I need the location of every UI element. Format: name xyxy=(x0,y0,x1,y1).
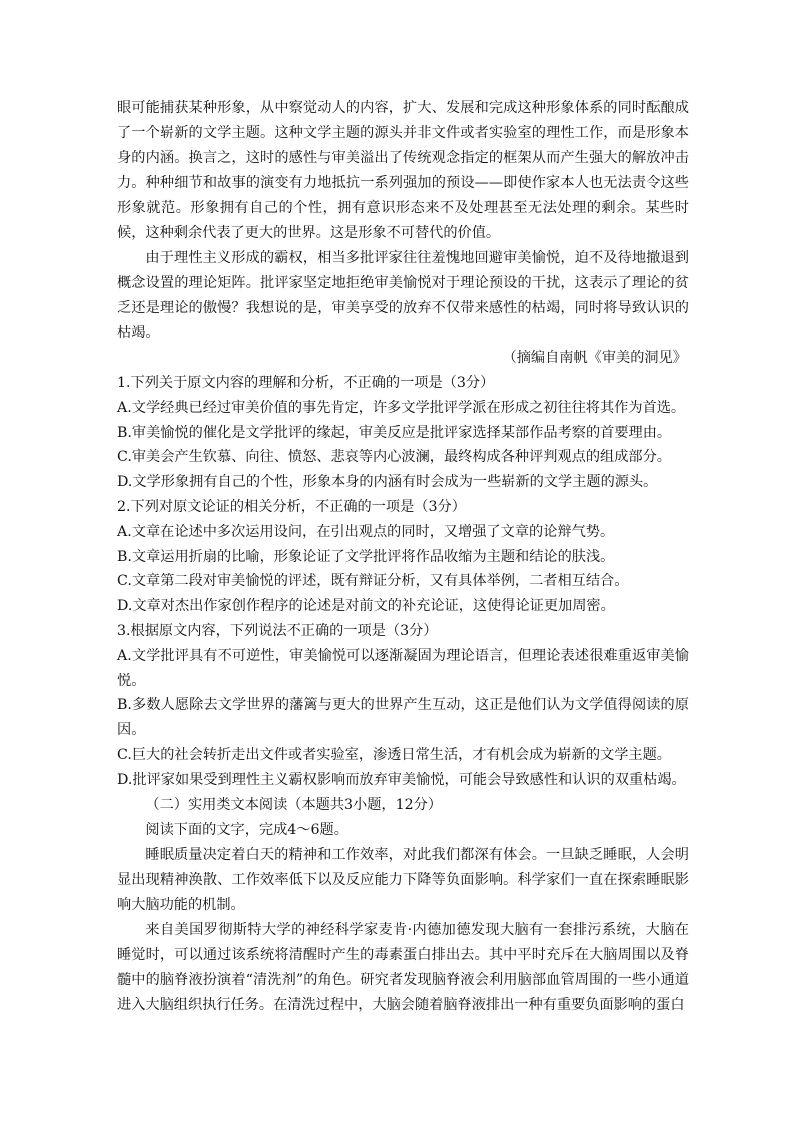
question-option: A.文学批评具有不可逆性，审美愉悦可以逐渐凝固为理论语言，但理论表述很难重返审美愉悦。 xyxy=(117,647,689,689)
document-page xyxy=(117,96,689,1018)
question-option: C.审美会产生钦慕、向往、愤怒、悲哀等内心波澜，最终构成各种评判观点的组成部分。 xyxy=(117,449,671,466)
section-instruction: 阅读下面的文字，完成4～6题。 xyxy=(145,821,348,838)
passage-paragraph: 由于理性主义形成的霸权，相当多批评家往往羞愧地回避审美愉悦，迫不及待地撤退到概念设置的理论矩阵。批评家坚定地拒绝审美愉悦对于理论预设的干扰，这表示了理论的贫乏还是理论的傲慢？我想说的是，审美享受的放弃不仅带来感性的枯竭，同时将导致认识的枯竭。 xyxy=(117,250,689,341)
section-heading: （二）实用类文本阅读（本题共3小题，12分） xyxy=(145,796,443,813)
question-option: B.多数人愿除去文学世界的藩篱与更大的世界产生互动，这正是他们认为文学值得阅读的原因。 xyxy=(117,697,689,739)
question-option: B.审美愉悦的催化是文学批评的缘起，审美反应是批评家选择某部作品考察的首要理由。 xyxy=(117,424,672,441)
question-stem: 2.下列对原文论证的相关分析，不正确的一项是（3分） xyxy=(117,498,466,515)
question-option: D.文章对杰出作家创作程序的论述是对前文的补充论证，这使得论证更加周密。 xyxy=(117,598,615,615)
question-option: C.文章第二段对审美愉悦的评述，既有辩证分析，又有具体举例，二者相互结合。 xyxy=(117,573,629,590)
passage-paragraph: 眼可能捕获某种形象，从中察觉动人的内容，扩大、发展和完成这种形象体系的同时酝酿成了一个崭新的文学主题。这种文学主题的源头并非文件或者实验室的理性工作，而是形象本身的内涵。换言之，这时的感性与审美溢出了传统观念指定的框架从而产生强大的解放冲击力。种种细节和故事的演变有力地抵抗一系列强加的预设——即使作家本人也无法责令这些形象就范。形象拥有自己的个性，拥有意识形态来不及处理甚至无法处理的剩余。某些时候，这种剩余代表了更大的世界。这是形象不可替代的价值。 xyxy=(117,100,689,241)
source-citation: （摘编自南帆《审美的洞见》 xyxy=(502,350,687,366)
question-option: D.批评家如果受到理性主义霸权影响而放弃审美愉悦，可能会导致感性和认识的双重枯竭。 xyxy=(117,771,686,788)
passage-paragraph: 睡眠质量决定着白天的精神和工作效率，对此我们都深有体会。一旦缺乏睡眠，人会明显出现精神涣散、工作效率低下以及反应能力下降等负面影响。科学家们一直在探索睡眠影响大脑功能的机制。 xyxy=(117,846,689,913)
question-option: A.文学经典已经过审美价值的事先肯定，许多文学批评学派在形成之初往往将其作为首选。 xyxy=(117,399,686,416)
question-option: B.文章运用折扇的比喻，形象论证了文学批评将作品收缩为主题和结论的肤浅。 xyxy=(117,548,615,565)
question-option: C.巨大的社会转折走出文件或者实验室，渗透日常生活，才有机会成为崭新的文学主题。 xyxy=(117,746,671,763)
question-option: A.文章在论述中多次运用设问，在引出观点的同时，又增强了文章的论辩气势。 xyxy=(117,523,615,540)
question-stem: 1.下列关于原文内容的理解和分析，不正确的一项是（3分） xyxy=(117,375,495,391)
question-stem: 3.根据原文内容，下列说法不正确的一项是（3分） xyxy=(117,622,438,639)
question-option: D.文学形象拥有自己的个性，形象本身的内涵有时会成为一些崭新的文学主题的源头。 xyxy=(117,474,658,491)
passage-paragraph: 来自美国罗彻斯特大学的神经科学家麦肯·内德加德发现大脑有一套排污系统，大脑在睡觉时，可以通过该系统将清醒时产生的毒素蛋白排出去。其中平时充斥在大脑周围以及脊髓中的脑脊液扮演着“清洗剂”的角色。研究者发现脑脊液会利用脑部血管周围的一些小通道进入大脑组织执行任务。在清洗过程中，大脑会随着脑脊液排出一种有重要负面影响的蛋白 xyxy=(117,921,689,1013)
